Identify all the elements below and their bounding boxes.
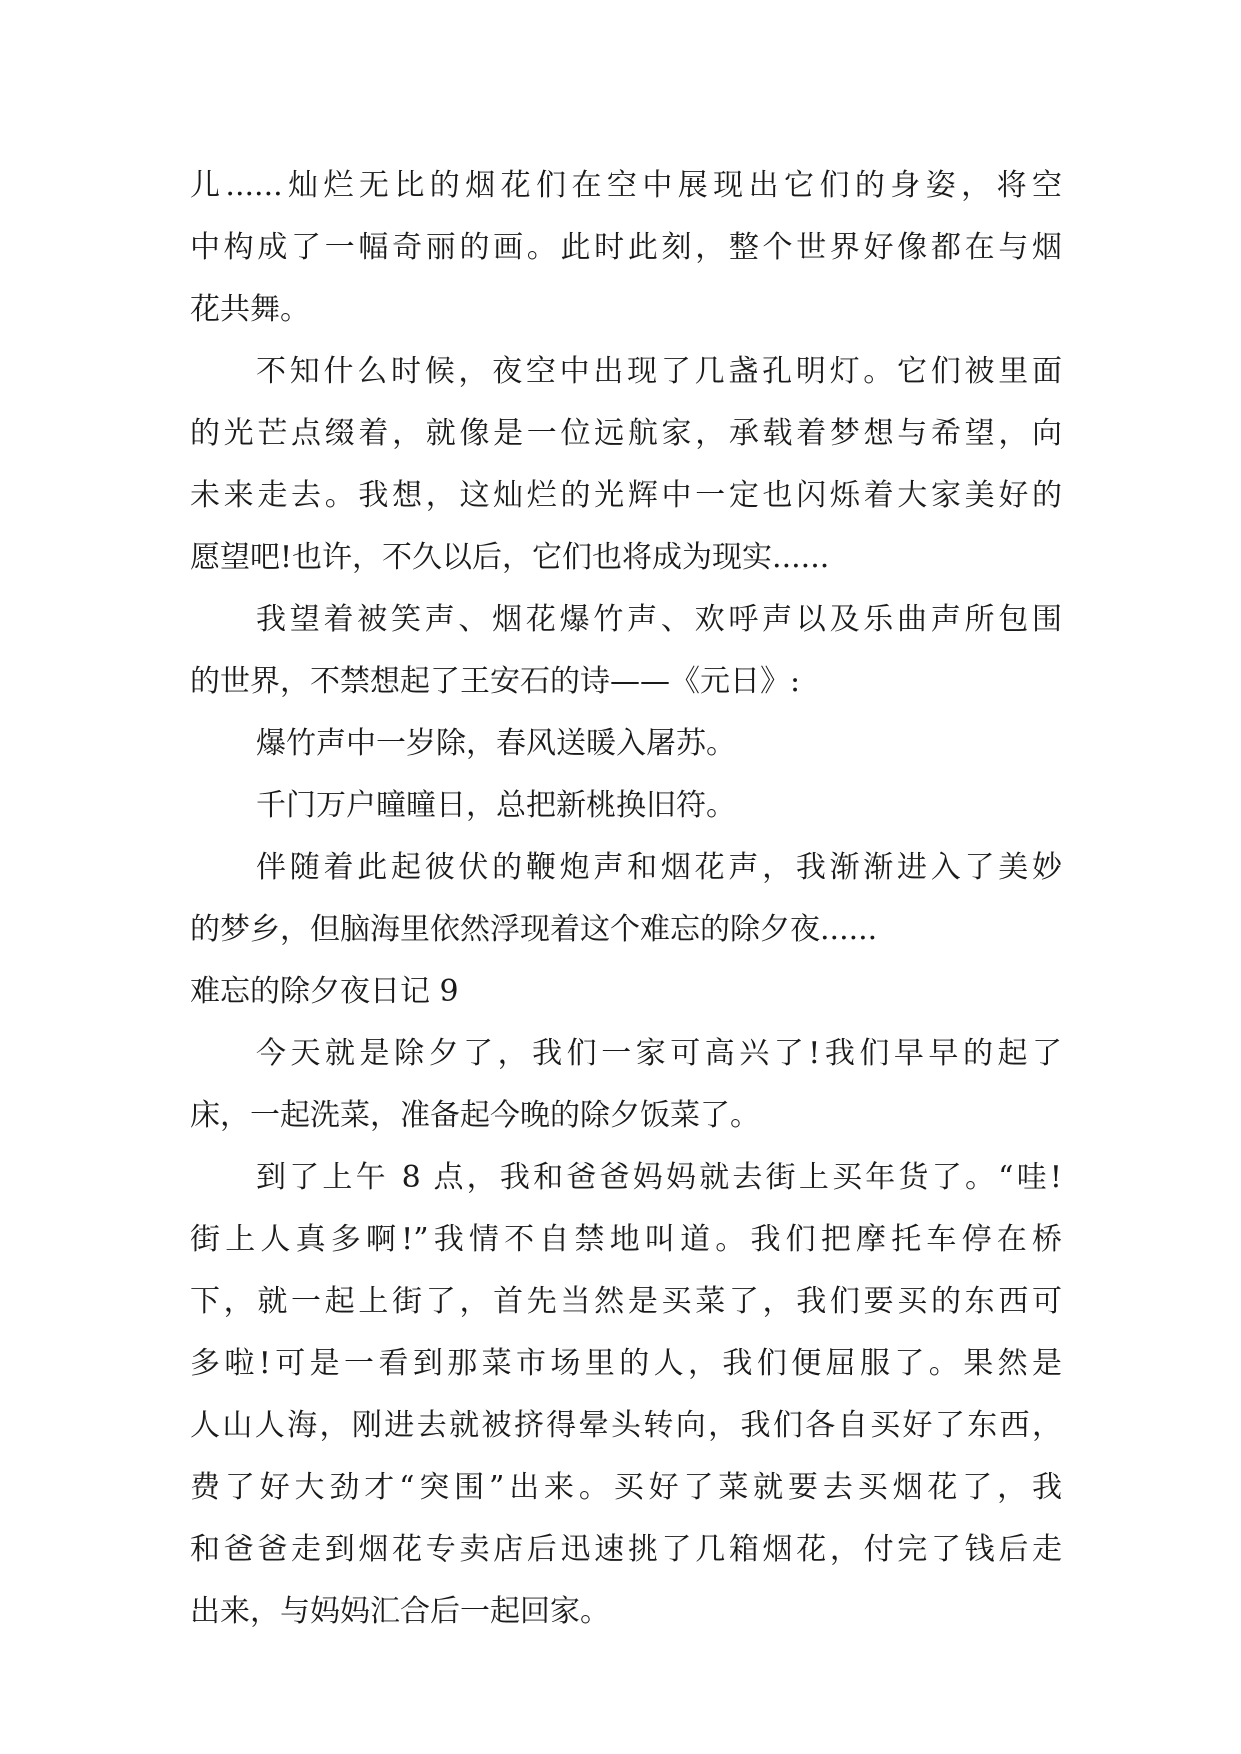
text-line: 和爸爸走到烟花专卖店后迅速挑了几箱烟花，付完了钱后走 [190, 1532, 1062, 1567]
text-line: 的光芒点缀着，就像是一位远航家，承载着梦想与希望，向 [190, 416, 1062, 451]
section-heading: 难忘的除夕夜日记 9 [190, 974, 459, 1009]
text-line: 的梦乡，但脑海里依然浮现着这个难忘的除夕夜...... [190, 912, 878, 947]
text-line: 未来走去。我想，这灿烂的光辉中一定也闪烁着大家美好的 [190, 478, 1062, 513]
text-line: 不知什么时候，夜空中出现了几盏孔明灯。它们被里面 [256, 354, 1062, 389]
text-line: 下，就一起上街了，首先当然是买菜了，我们要买的东西可 [190, 1284, 1062, 1319]
text-line: 人山人海，刚进去就被挤得晕头转向，我们各自买好了东西， [190, 1408, 1062, 1443]
text-line: 愿望吧!也许，不久以后，它们也将成为现实...... [190, 540, 830, 575]
poem-line: 爆竹声中一岁除，春风送暖入屠苏。 [256, 726, 736, 761]
text-line: 床，一起洗菜，准备起今晚的除夕饭菜了。 [190, 1098, 760, 1133]
document-body [190, 155, 1062, 1643]
text-line: 多啦!可是一看到那菜市场里的人，我们便屈服了。果然是 [190, 1346, 1062, 1381]
text-line: 街上人真多啊!”我情不自禁地叫道。我们把摩托车停在桥 [190, 1222, 1062, 1257]
text-line: 出来，与妈妈汇合后一起回家。 [190, 1594, 610, 1629]
text-line: 到了上午 8 点，我和爸爸妈妈就去街上买年货了。“哇! [256, 1160, 1062, 1195]
text-line: 中构成了一幅奇丽的画。此时此刻，整个世界好像都在与烟 [190, 230, 1062, 265]
text-line: 今天就是除夕了，我们一家可高兴了!我们早早的起了 [256, 1036, 1062, 1071]
poem-line: 千门万户曈曈日，总把新桃换旧符。 [256, 788, 736, 823]
text-line: 花共舞。 [190, 292, 310, 327]
text-line: 费了好大劲才“突围”出来。买好了菜就要去买烟花了，我 [190, 1470, 1062, 1505]
text-line: 伴随着此起彼伏的鞭炮声和烟花声，我渐渐进入了美妙 [256, 850, 1062, 885]
text-line: 儿......灿烂无比的烟花们在空中展现出它们的身姿，将空 [190, 168, 1062, 203]
text-line: 我望着被笑声、烟花爆竹声、欢呼声以及乐曲声所包围 [256, 602, 1062, 637]
text-line: 的世界，不禁想起了王安石的诗——《元日》: [190, 664, 801, 699]
